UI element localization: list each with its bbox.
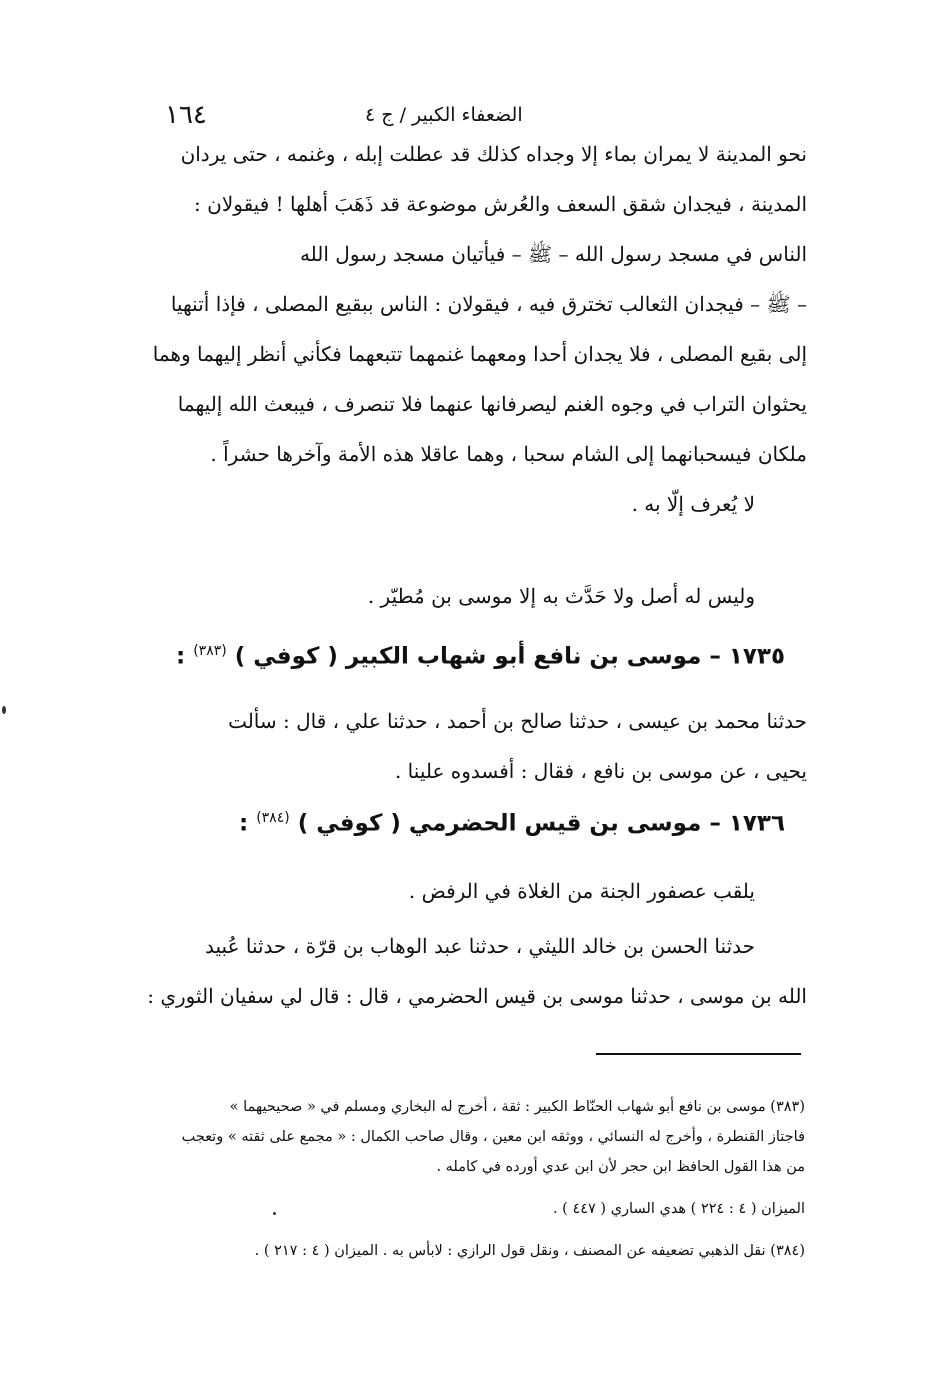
running-title: الضعفاء الكبير / ج ٤ bbox=[365, 104, 523, 126]
footnote-384: (٣٨٤) نقل الذهبي تضعيفه عن المصنف ، ونقل قول الرازي : لابأس به . الميزان ( ٤ : ٢١٧ ) . bbox=[254, 1243, 805, 1259]
text-line: الله بن موسى ، حدثنا موسى بن قيس الحضرمي ، قال : قال لي سفيان الثوري : bbox=[147, 984, 807, 1008]
text-line: وليس له أصل ولا حَدَّث به إلا موسى بن مُطيّر . bbox=[367, 584, 755, 608]
print-speck bbox=[273, 1212, 276, 1215]
narration-paragraph bbox=[118, 129, 807, 529]
footnote-383-line: فاجتاز القنطرة ، وأخرج له النسائي ، ووثقه ابن معين ، وقال صاحب الكمال : « مجمع على ثقته » وتعجب bbox=[181, 1129, 805, 1145]
footnote-383-reference: الميزان ( ٤ : ٢٢٤ ) هدي الساري ( ٤٤٧ ) . bbox=[552, 1201, 805, 1217]
entry-heading-1735 bbox=[118, 643, 785, 670]
entry-title: ١٧٣٦ – موسى بن قيس الحضرمي ( كوفي ) bbox=[297, 810, 785, 837]
entry-1735-body bbox=[118, 696, 807, 796]
entry-1736-isnad bbox=[118, 921, 807, 1021]
footnotes bbox=[118, 1092, 805, 1266]
footnote-ref: (٣٨٣) bbox=[193, 643, 227, 659]
heading-colon: : bbox=[238, 810, 249, 837]
footnote-383-line: من هذا القول الحافظ ابن حجر لأن ابن عدي أورده في كامله . bbox=[436, 1159, 805, 1175]
footnote-383-line: (٣٨٣) موسى بن نافع أبو شهاب الحنّاط الكبير : ثقة ، أخرج له البخاري ومسلم في « صحيحيهما » bbox=[229, 1099, 805, 1115]
print-speck bbox=[2, 706, 6, 714]
text-line: المدينة ، فيجدان شقق السعف والعُرش موضوعة قد ذَهَبَ أهلها ! فيقولان : bbox=[194, 192, 807, 216]
entry-1736-body bbox=[118, 866, 807, 916]
text-line: نحو المدينة لا يمران بماء إلا وجداه كذلك قد عطلت إبله ، وغنمه ، حتى يردان bbox=[180, 142, 807, 166]
entry-heading-1736 bbox=[118, 810, 785, 837]
text-line: يحيى ، عن موسى بن نافع ، فقال : أفسدوه علينا . bbox=[394, 759, 807, 783]
text-line: حدثنا محمد بن عيسى ، حدثنا صالح بن أحمد ، حدثنا علي ، قال : سألت bbox=[228, 709, 807, 733]
heading-colon: : bbox=[175, 643, 186, 670]
text-line: حدثنا الحسن بن خالد الليثي ، حدثنا عبد الوهاب بن قرّة ، حدثنا عُبيد bbox=[205, 934, 755, 958]
text-line: يحثوان التراب في وجوه الغنم ليصرفانها عنهما فلا تنصرف ، فيبعث الله إليهما bbox=[177, 392, 807, 416]
text-line: يلقب عصفور الجنة من الغلاة في الرفض . bbox=[408, 879, 755, 903]
entry-title: ١٧٣٥ – موسى بن نافع أبو شهاب الكبير ( كوفي ) bbox=[234, 643, 785, 670]
text-line: – ﷺ – فيجدان الثعالب تخترق فيه ، فيقولان : الناس ببقيع المصلى ، فإذا أتنهيا bbox=[170, 292, 807, 316]
footnote-ref: (٣٨٤) bbox=[256, 810, 290, 826]
footnote-separator bbox=[596, 1053, 801, 1055]
text-line: إلى بقيع المصلى ، فلا يجدان أحدا ومعهما غنمهما تتبعهما فكأني أنظر إليهما وهما bbox=[152, 342, 807, 366]
text-line: الناس في مسجد رسول الله – ﷺ – فيأتيان مسجد رسول الله bbox=[299, 242, 807, 266]
page-number: ١٦٤ bbox=[165, 100, 207, 130]
text-line: لا يُعرف إلّا به . bbox=[631, 492, 755, 516]
text-line: ملكان فيسحبانهما إلى الشام سحبا ، وهما عاقلا هذه الأمة وآخرها حشراً . bbox=[210, 442, 807, 466]
remark-paragraph bbox=[118, 571, 807, 621]
